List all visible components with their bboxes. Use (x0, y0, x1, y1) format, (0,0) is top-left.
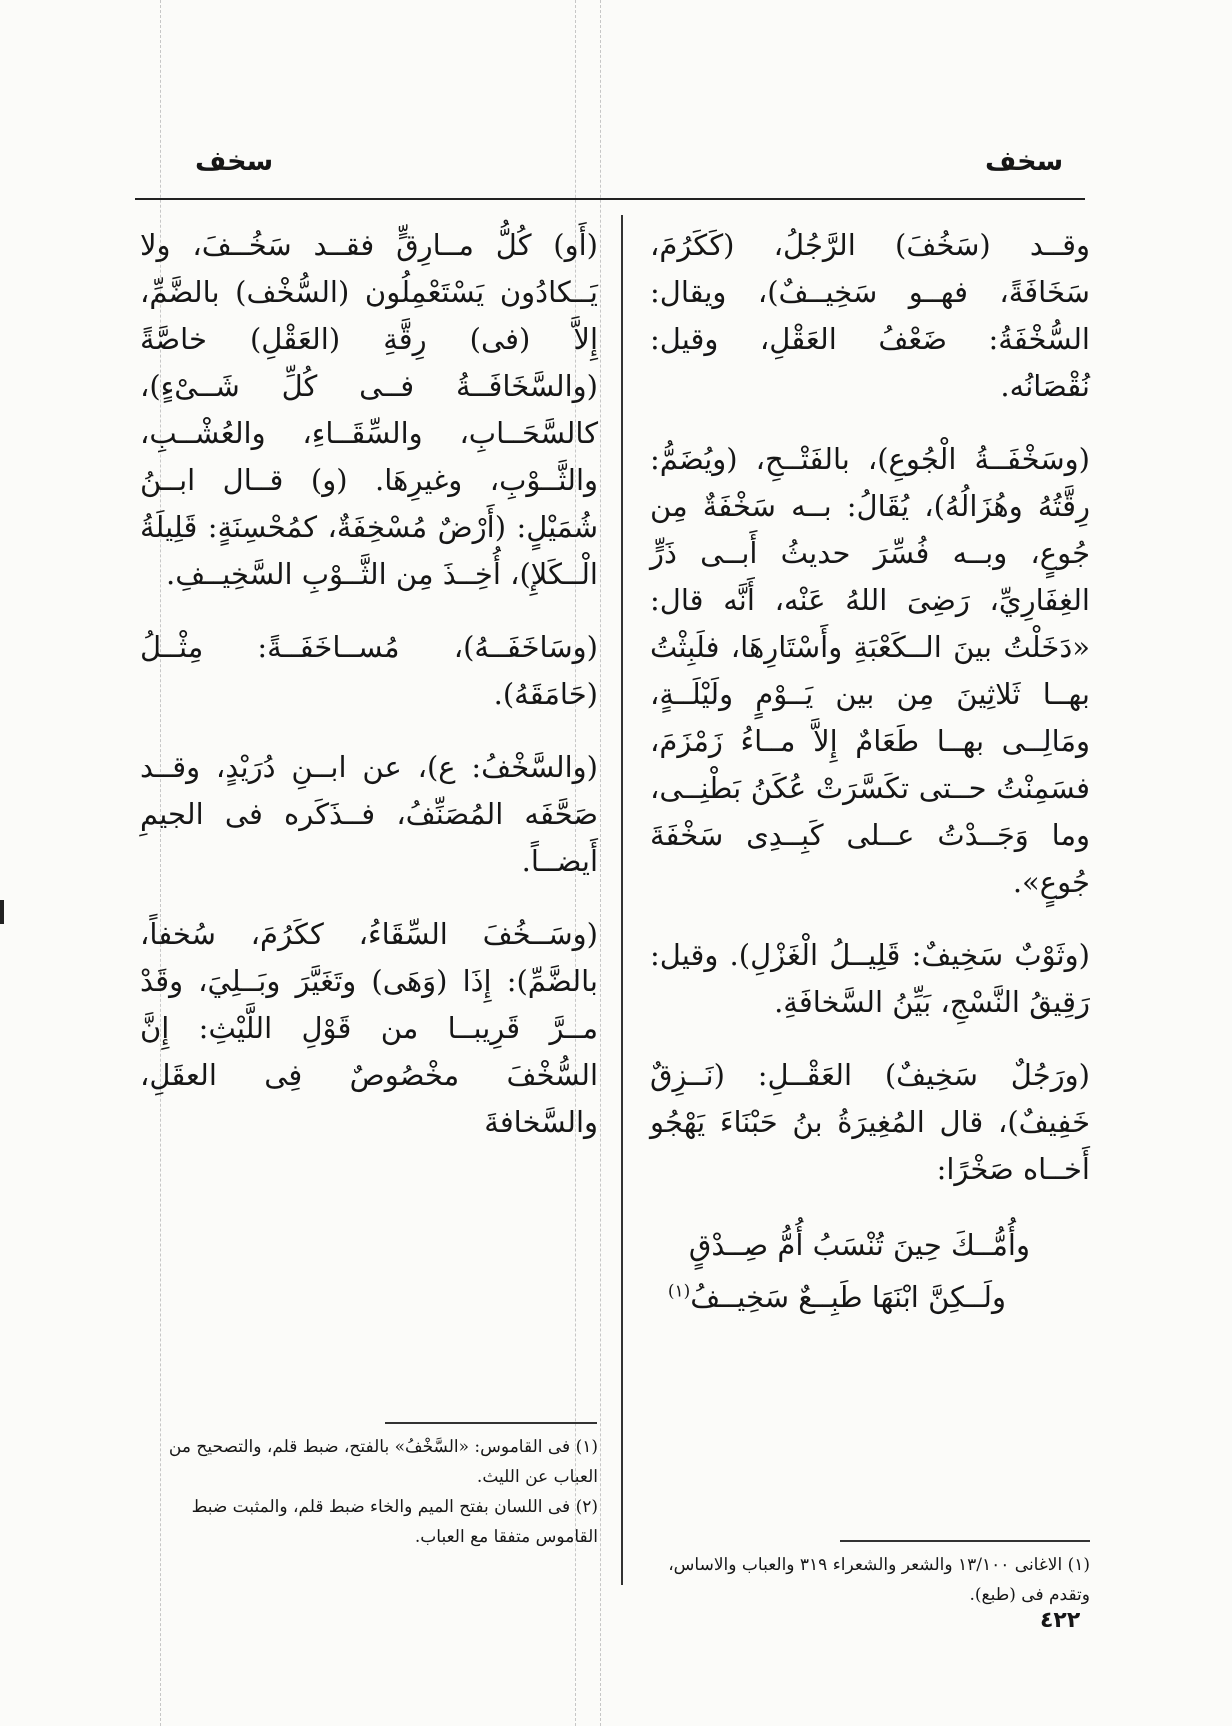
verse-line-2 (650, 1271, 1030, 1323)
footnote-marker: (١) (667, 1281, 691, 1302)
footnote: (١) فى القاموس: «السَّخْفُ» بالفتح، ضبط قلم، والتصحيح من العباب عن الليث. (168, 1437, 598, 1487)
poetry-verse (650, 1219, 1030, 1323)
scan-edge-mark (0, 900, 4, 924)
paragraph: (وسَاخَفَــهُ)، مُســاخَفَــةً: مِثْــلُ (حَامَقَهُ). (140, 630, 598, 711)
header-word-left: سخف (195, 146, 274, 177)
header-rule (135, 198, 1085, 200)
paragraph: وقــد (سَخُفَ) الرَّجُلُ، (كَكَرُمَ، سَخَافَةً، فهــو سَخِيــفٌ)، ويقال: السُّخْفَةُ: ضَعْفُ العَقْلِ، وقيل: نُقْصَانُه. (650, 228, 1090, 403)
paragraph: (وثَوْبٌ سَخِيفٌ: قَلِيــلُ الْغَزْلِ). وقيل: رَقِيقُ النَّسْجِ، بَيِّنُ السَّخافَةِ. (650, 938, 1090, 1019)
paragraph: (وسَخْفَــةُ الْجُوعِ)، بالفَتْــحِ، (ويُضَمُّ: رِقَّتُهُ وهُزَالُهُ)، يُقَالُ: بــه سَخْفَةٌ مِن جُوعٍ، وبــه فُسِّرَ حديثُ أَبــى ذَرٍّ الغِفَارِيِّ، رَضِىَ اللهُ عَنْه، أَنَّه قال: «دَخَلْتُ بينَ الــكَعْبَةِ وأَسْتَارِهَا، فلَبِثْتُ بهــا ثَلاثِينَ مِن بين يَــوْمٍ ولَيْلَــةٍ، ومَالِــى بهــا طَعَامٌ إِلاَّ مــاءُ زَمْزَمَ، فسَمِنْتُ حــتى تكَسَّرَتْ عُكَنُ بَطْنِــى، وما وَجَــدْتُ عــلى كَبِــدِى سَخْفَةَ جُوعٍ». (650, 442, 1090, 899)
footnotes-right (650, 1550, 1090, 1610)
footnote: (١) الاغانى ١٣/١٠٠ والشعر والشعراء ٣١٩ والعباب والاساس، وتقدم فى (طبع). (668, 1555, 1090, 1605)
verse-line-2-text: ولَــكِنَّ ابْنَهَا طَبِــعٌ سَخِيــفُ (690, 1280, 1006, 1314)
right-column (650, 222, 1090, 1323)
paragraph: (ورَجُلٌ سَخِيفٌ) العَقْــلِ: (نَــزِقٌ خَفِيفٌ)، قال المُغِيرَةُ بنُ حَبْنَاءَ يَهْجُو أَخــاه صَخْرًا: (650, 1058, 1090, 1186)
verse-line-1: وأُمُّــكَ حِينَ تُنْسَبُ أُمُّ صِــدْقٍ (688, 1228, 1030, 1262)
paragraph: (وسَــخُفَ السِّقَاءُ، ككَرُمَ، سُخفاً، بالضَّمِّ): إِذَا (وَهَى) وتَغَيَّرَ وبَــلِيَ، وقَدْ مــرَّ قَرِيبــا من قَوْلِ اللَّيْثِ: إِنَّ السُّخْفَ مخْصُوصٌ فِى العقَلِ، والسَّخافةَ (140, 917, 598, 1139)
column-divider (621, 215, 623, 1585)
paragraph: (والسَّخْفُ: ع)، عن ابــنِ دُرَيْدٍ، وقــد صَحَّفَه المُصَنِّفُ، فــذَكَره فى الجيمِ أَيضــاً. (140, 750, 598, 878)
footnote-rule (840, 1540, 1090, 1542)
page-number: ٤٢٢ (1040, 1608, 1081, 1633)
footnote: (٢) فى اللسان بفتح الميم والخاء ضبط قلم، والمثبت ضبط القاموس متفقا مع العباب. (191, 1497, 598, 1547)
header-word-right: سخف (985, 146, 1064, 177)
paragraph: (أَو) كُلُّ مــارِقٍّ فقــد سَخُــفَ، ولا يَــكادُون يَسْتَعْمِلُون (السُّخْف) بالضَّمِّ، إِلاَّ (فى) رِقَّةِ (العَقْلِ) خاصَّةً (والسَّخَافَــةُ فــى كُلِّ شَــىْءٍ)، كالسَّحَــابِ، والسِّقَــاءِ، والعُشْــبِ، والثَّــوْبِ، وغيرِهَا. (و) قــال ابــنُ شُمَيْلٍ: (أَرْضٌ مُسْخِفَةٌ، كمُحْسِنَةٍ: قَلِيلَةُ الْــكَلإِ)، أُخِــذَ مِن الثَّــوْبِ السَّخِيــفِ. (140, 228, 598, 591)
footnotes-left (140, 1432, 598, 1552)
footnote-rule (385, 1422, 597, 1424)
paper-fold-line (600, 0, 601, 1726)
left-column (140, 222, 598, 1172)
